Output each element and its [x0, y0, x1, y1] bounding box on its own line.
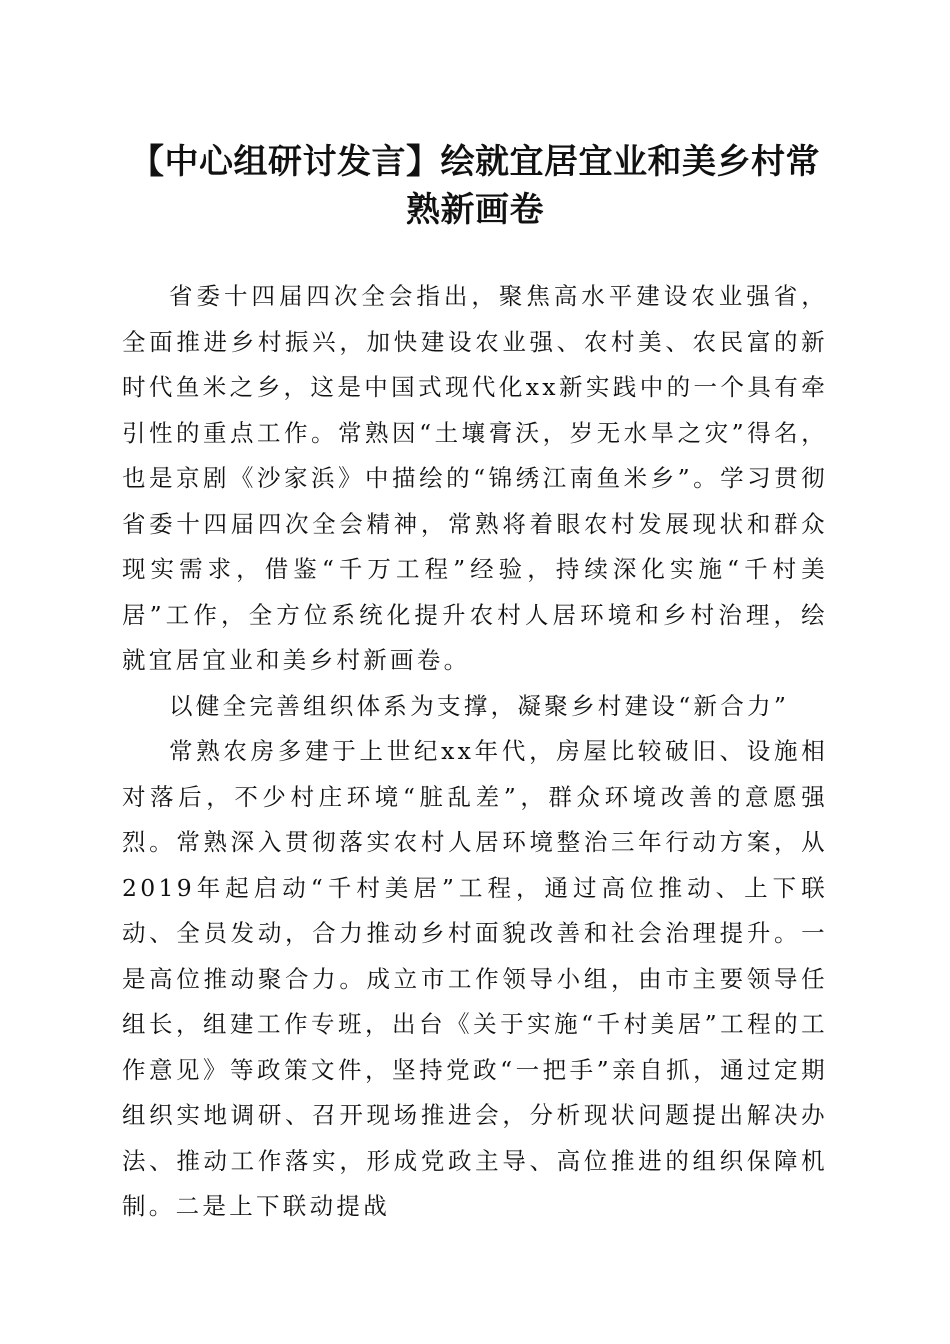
- document-title: 【中心组研讨发言】绘就宜居宜业和美乡村常熟新画卷: [130, 142, 820, 230]
- section-heading: 以健全完善组织体系为支撑，凝聚乡村建设“新合力”: [169, 691, 790, 720]
- document-body: [122, 274, 828, 1230]
- paragraph-body: 常熟农房多建于上世纪xx年代，房屋比较破旧、设施相对落后，不少村庄环境“脏乱差”，群众环境改善的意愿强烈。常熟深入贯彻落实农村人居环境整治三年行动方案，从2019年起启动“千村美居”工程，通过高位推动、上下联动、全员发动，合力推动乡村面貌改善和社会治理提升。一是高位推动聚合力。成立市工作领导小组，由市主要领导任组长，组建工作专班，出台《关于实施“千村美居”工程的工作意见》等政策文件，坚持党政“一把手”亲自抓，通过定期组织实地调研、召开现场推进会，分析现状问题提出解决办法、推动工作落实，形成党政主导、高位推进的组织保障机制。二是上下联动提战: [122, 737, 828, 1220]
- paragraph-intro: 省委十四届四次全会指出，聚焦高水平建设农业强省，全面推进乡村振兴，加快建设农业强、农村美、农民富的新时代鱼米之乡，这是中国式现代化xx新实践中的一个具有牵引性的重点工作。常熟因“土壤膏沃，岁无水旱之灾”得名，也是京剧《沙家浜》中描绘的“锦绣江南鱼米乡”。学习贯彻省委十四届四次全会精神，常熟将着眼农村发展现状和群众现实需求，借鉴“千万工程”经验，持续深化实施“千村美居”工作，全方位系统化提升农村人居环境和乡村治理，绘就宜居宜业和美乡村新画卷。: [122, 282, 828, 674]
